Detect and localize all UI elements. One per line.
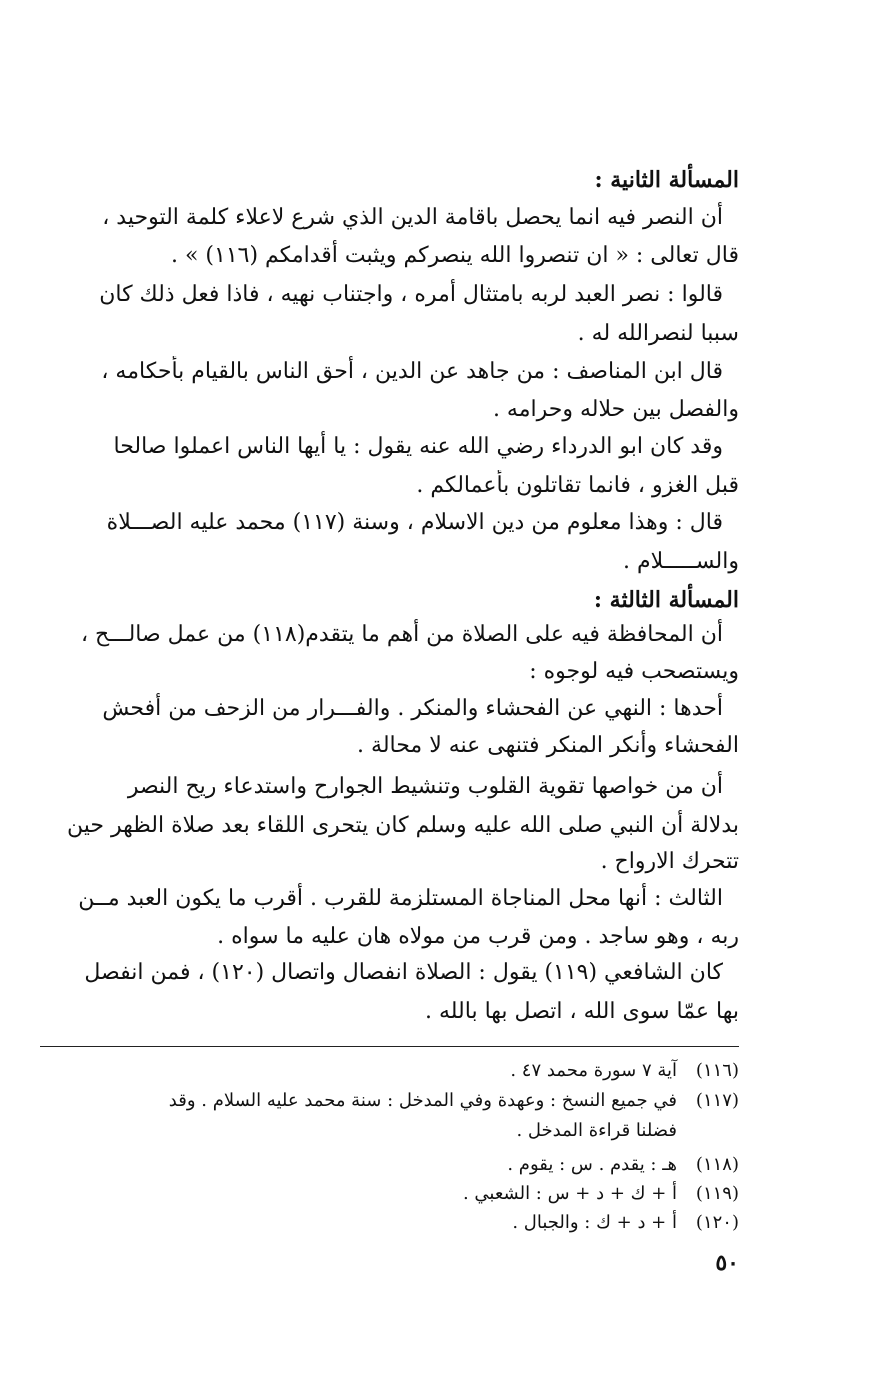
text-line: الثالث : أنها محل المناجاة المستلزمة للقرب . أقرب ما يكون العبد مــن xyxy=(78,886,723,911)
footnote-text: آية ٧ سورة محمد ٤٧ . xyxy=(510,1060,677,1081)
text-line: قال تعالى : « ان تنصروا الله ينصركم ويثبت أقدامكم (١١٦) » . xyxy=(170,243,739,268)
page-number: ٥٠ xyxy=(715,1250,739,1276)
footnote-text: أ + ك + د + س : الشعبي . xyxy=(462,1183,677,1204)
footnote xyxy=(40,1181,739,1207)
footnote-number: (١١٦) xyxy=(695,1060,739,1081)
text-line: قبل الغزو ، فانما تقاتلون بأعمالكم . xyxy=(416,473,739,498)
footnote xyxy=(40,1210,739,1236)
footnote-number: (١١٨) xyxy=(695,1154,739,1175)
footnote-text: هـ : يقدم . س : يقوم . xyxy=(507,1154,677,1175)
text-line: والفصل بين حلاله وحرامه . xyxy=(492,397,739,422)
text-line: الفحشاء وأنكر المنكر فتنهى عنه لا محالة . xyxy=(357,733,739,758)
text-line: ربه ، وهو ساجد . ومن قرب من مولاه هان عليه ما سواه . xyxy=(217,924,739,949)
text-line: أن من خواصها تقوية القلوب وتنشيط الجوارح واستدعاء ريح النصر xyxy=(127,774,723,799)
text-line: والســـــلام . xyxy=(622,549,739,574)
text-line: قال ابن المناصف : من جاهد عن الدين ، أحق الناس بالقيام بأحكامه ، xyxy=(101,359,723,384)
text-line: قال : وهذا معلوم من دين الاسلام ، وسنة (١١٧) محمد عليه الصـــلاة xyxy=(106,510,723,535)
footnote xyxy=(40,1088,739,1114)
text-line: أحدها : النهي عن الفحشاء والمنكر . والفـــرار من الزحف من أفحش xyxy=(102,696,723,721)
text-line: كان الشافعي (١١٩) يقول : الصلاة انفصال واتصال (١٢٠) ، فمن انفصل xyxy=(84,960,723,985)
footnote-text: أ + د + ك : والجبال . xyxy=(512,1212,677,1233)
text-line: بدلالة أن النبي صلى الله عليه وسلم كان يتحرى اللقاء بعد صلاة الظهر حين xyxy=(66,813,739,838)
section-heading-second: المسألة الثانية : xyxy=(594,167,739,193)
text-line: ويستصحب فيه لوجوه : xyxy=(529,659,739,684)
text-line: بها عمّا سوى الله ، اتصل بها بالله . xyxy=(424,999,739,1024)
text-line: سببا لنصرالله له . xyxy=(577,321,739,346)
text-line: أن المحافظة فيه على الصلاة من أهم ما يتقدم(١١٨) من عمل صالـــح ، xyxy=(80,622,723,647)
text-line: تتحرك الارواح . xyxy=(600,849,739,874)
text-line: وقد كان ابو الدرداء رضي الله عنه يقول : يا أيها الناس اعملوا صالحا xyxy=(113,434,723,459)
footnote-divider xyxy=(40,1046,739,1047)
footnote-continuation: فضلنا قراءة المدخل . xyxy=(516,1120,677,1141)
text-line: قالوا : نصر العبد لربه بامتثال أمره ، واجتناب نهيه ، فاذا فعل ذلك كان xyxy=(99,282,723,307)
section-heading-third: المسألة الثالثة : xyxy=(593,587,739,613)
footnote xyxy=(40,1152,739,1178)
text-line: أن النصر فيه انما يحصل باقامة الدين الذي شرع لاعلاء كلمة التوحيد ، xyxy=(102,205,723,230)
footnote-number: (١٢٠) xyxy=(695,1212,739,1233)
footnote xyxy=(40,1058,739,1084)
footnote-number: (١١٧) xyxy=(695,1090,739,1111)
footnote-text: في جميع النسخ : وعهدة وفي المدخل : سنة محمد عليه السلام . وقد xyxy=(168,1090,677,1111)
footnote-number: (١١٩) xyxy=(695,1183,739,1204)
